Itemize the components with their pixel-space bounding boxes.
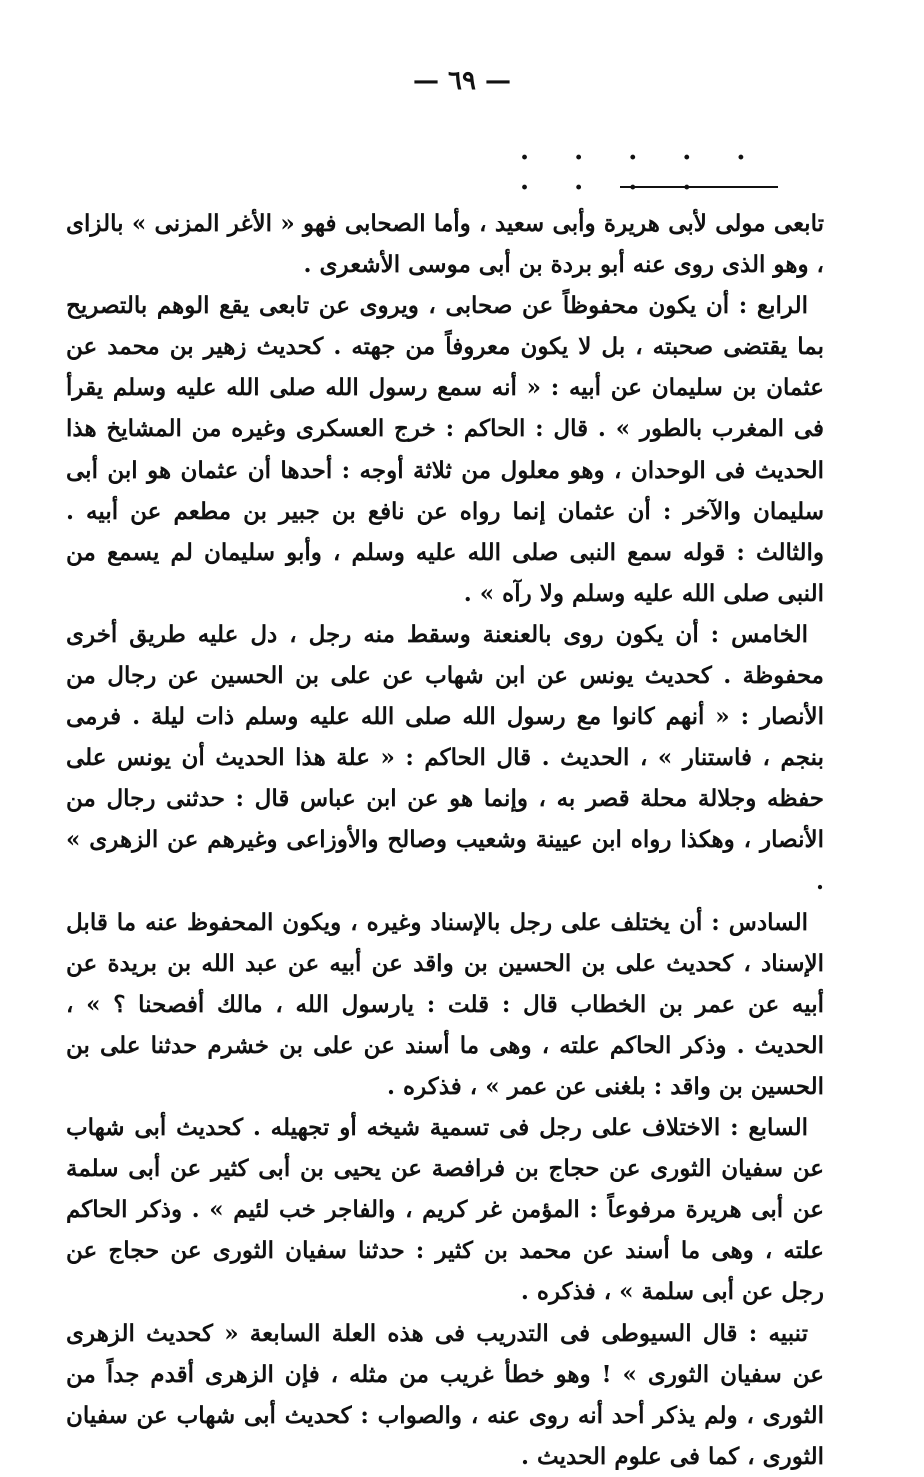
paragraph-seventh: السابع : الاختلاف على رجل فی تسمية شيخه أو تجهيله . كحديث أبی شهاب عن سفيان الثوری عن حجاج بن فرافصة عن يحيى بن أبی كثير عن أبی سلمة عن أبی هريرة مرفوعاً : المؤمن غر كريم ، والفاجر خب لئيم » . وذكر الحاكم علته ، وهی ما أسند عن محمد بن كثير : حدثنا سفيان الثوری عن حجاج عن رجل عن أبی سلمة » ، فذكره . (66, 1114, 824, 1306)
separator-rule (620, 186, 778, 188)
paragraph-fourth: الرابع : أن يكون محفوظاً عن صحابی ، ويروى عن تابعی يقع الوهم بالتصريح بما يقتضی صحبته ، بل لا يكون معروفاً من جهته . كحديث زهير بن محمد عن عثمان بن سليمان عن أبيه : « أنه سمع رسول الله صلى الله عليه وسلم يقرأ فی المغرب بالطور » . قال : الحاكم : خرج العسكری وغيره من المشايخ هذا الحديث فی الوحدان ، وهو معلول من ثلاثة أوجه : أحدها أن عثمان هو ابن أبی سليمان والآخر : أن عثمان إنما رواه عن نافع بن جبير بن مطعم عن أبيه . والثالث : قوله سمع النبی صلى الله عليه وسلم ، وأبو سليمان لم يسمع من النبی صلى الله عليه وسلم ولا رآه » . (66, 292, 824, 607)
paragraph-note: تنبيه : قال السيوطی فی التدريب فی هذه العلة السابعة « كحديث الزهری عن سفيان الثوری » ! وهو خطأ غريب من مثله ، فإن الزهری أقدم جداً من الثوری ، ولم يذكر أحد أنه روى عنه ، والصواب : كحديث أبی شهاب عن سفيان الثوری ، كما فی علوم الحديث . (66, 1319, 824, 1470)
paragraph-continuation: تابعی مولى لأبی هريرة وأبی سعيد ، وأما الصحابی فهو « الأغر المزنی » بالزای ، وهو الذی روى عنه أبو بردة بن أبی موسى الأشعری . (66, 210, 824, 279)
paragraph-fifth: الخامس : أن يكون روى بالعنعنة وسقط منه رجل ، دل عليه طريق أخرى محفوظة . كحديث يونس عن ابن شهاب عن علی بن الحسين عن رجال من الأنصار : « أنهم كانوا مع رسول الله صلى الله عليه وسلم ذات ليلة . فرمى بنجم ، فاستنار » ، الحديث . قال الحاكم : « علة هذا الحديث أن يونس على حفظه وجلالة محلة قصر به ، وإنما هو عن ابن عباس قال : حدثنی رجال من الأنصار ، وهكذا رواه ابن عيينة وشعيب وصالح والأوزاعی وغيرهم عن الزهری » . (66, 620, 824, 895)
paragraph-sixth: السادس : أن يختلف على رجل بالإسناد وغيره ، ويكون المحفوظ عنه ما قابل الإسناد ، كحديث علی بن الحسين بن واقد عن أبيه عن عبد الله بن بريدة عن أبيه عن عمر بن الخطاب قال : قلت : يارسول الله ، مالك أفصحنا ؟ » ، الحديث . وذكر الحاكم علته ، وهی ما أسند عن علی بن خشرم حدثنا علی بن الحسين بن واقد : بلغنی عن عمر » ، فذكره . (66, 908, 824, 1100)
page-number: — ٦٩ — (412, 66, 512, 96)
body-text (66, 203, 824, 1477)
omission-dots: . . . . . . . . . (520, 136, 764, 196)
